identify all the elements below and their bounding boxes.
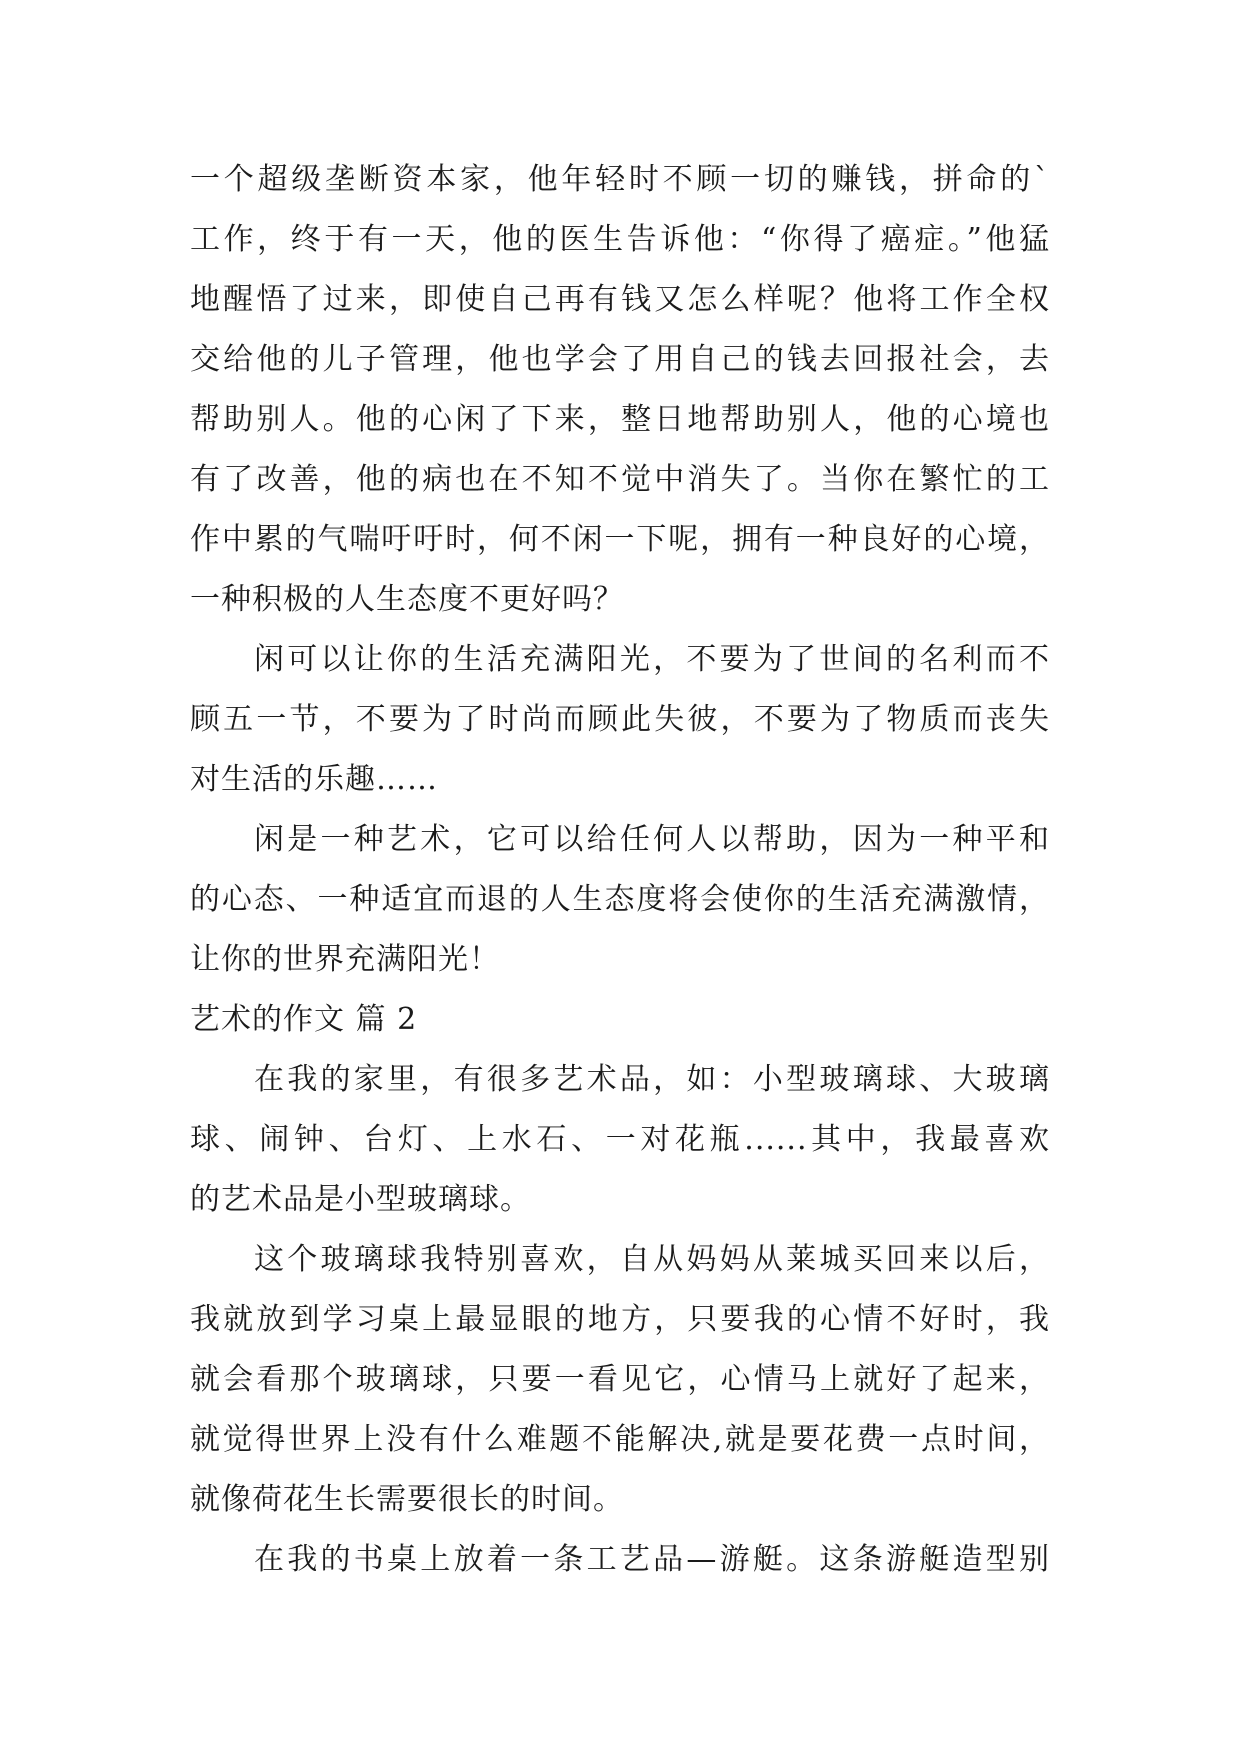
text-line: 闲是一种艺术，它可以给任何人以帮助，因为一种平和: [254, 822, 1050, 857]
paragraph-2: [190, 630, 1050, 810]
text-line: 交给他的儿子管理，他也学会了用自己的钱去回报社会，去: [190, 342, 1050, 377]
text-line: 的艺术品是小型玻璃球。: [190, 1182, 531, 1217]
text-line: 顾五一节，不要为了时尚而顾此失彼，不要为了物质而丧失: [190, 702, 1050, 737]
text-line: 让你的世界充满阳光！: [190, 942, 500, 977]
text-line: 我就放到学习桌上最显眼的地方，只要我的心情不好时，我: [190, 1302, 1050, 1337]
text-line: 就会看那个玻璃球，只要一看见它，心情马上就好了起来，: [190, 1362, 1050, 1397]
document-body: [190, 150, 1050, 1590]
text-line: 工作，终于有一天，他的医生告诉他：“你得了癌症。”他猛: [190, 222, 1050, 257]
text-line: 的心态、一种适宜而退的人生态度将会使你的生活充满激情，: [190, 882, 1050, 917]
text-line: 球、闹钟、台灯、上水石、一对花瓶......其中，我最喜欢: [190, 1122, 1050, 1157]
text-line: 帮助别人。他的心闲了下来，整日地帮助别人，他的心境也: [190, 402, 1050, 437]
paragraph-6: [190, 1530, 1050, 1590]
paragraph-5: [190, 1230, 1050, 1530]
paragraph-3: [190, 810, 1050, 990]
paragraph-4: [190, 1050, 1050, 1230]
text-line: 一种积极的人生态度不更好吗？: [190, 582, 624, 617]
text-line: 这个玻璃球我特别喜欢，自从妈妈从莱城买回来以后，: [254, 1242, 1050, 1277]
section-heading: 艺术的作文 篇 2: [190, 1002, 418, 1037]
text-line: 闲可以让你的生活充满阳光，不要为了世间的名利而不: [254, 642, 1050, 677]
text-line: 一个超级垄断资本家，他年轻时不顾一切的赚钱，拼命的`: [190, 162, 1050, 197]
text-line: 就觉得世界上没有什么难题不能解决,就是要花费一点时间，: [190, 1422, 1050, 1457]
text-line: 地醒悟了过来，即使自己再有钱又怎么样呢？他将工作全权: [190, 282, 1050, 317]
text-line: 对生活的乐趣……: [190, 762, 438, 797]
text-line: 在我的书桌上放着一条工艺品—游艇。这条游艇造型别: [254, 1542, 1050, 1577]
text-line: 在我的家里，有很多艺术品，如：小型玻璃球、大玻璃: [254, 1062, 1050, 1097]
text-line: 有了改善，他的病也在不知不觉中消失了。当你在繁忙的工: [190, 462, 1050, 497]
text-line: 就像荷花生长需要很长的时间。: [190, 1482, 624, 1517]
text-line: 作中累的气喘吁吁时，何不闲一下呢，拥有一种良好的心境，: [190, 522, 1050, 557]
paragraph-1: [190, 150, 1050, 630]
